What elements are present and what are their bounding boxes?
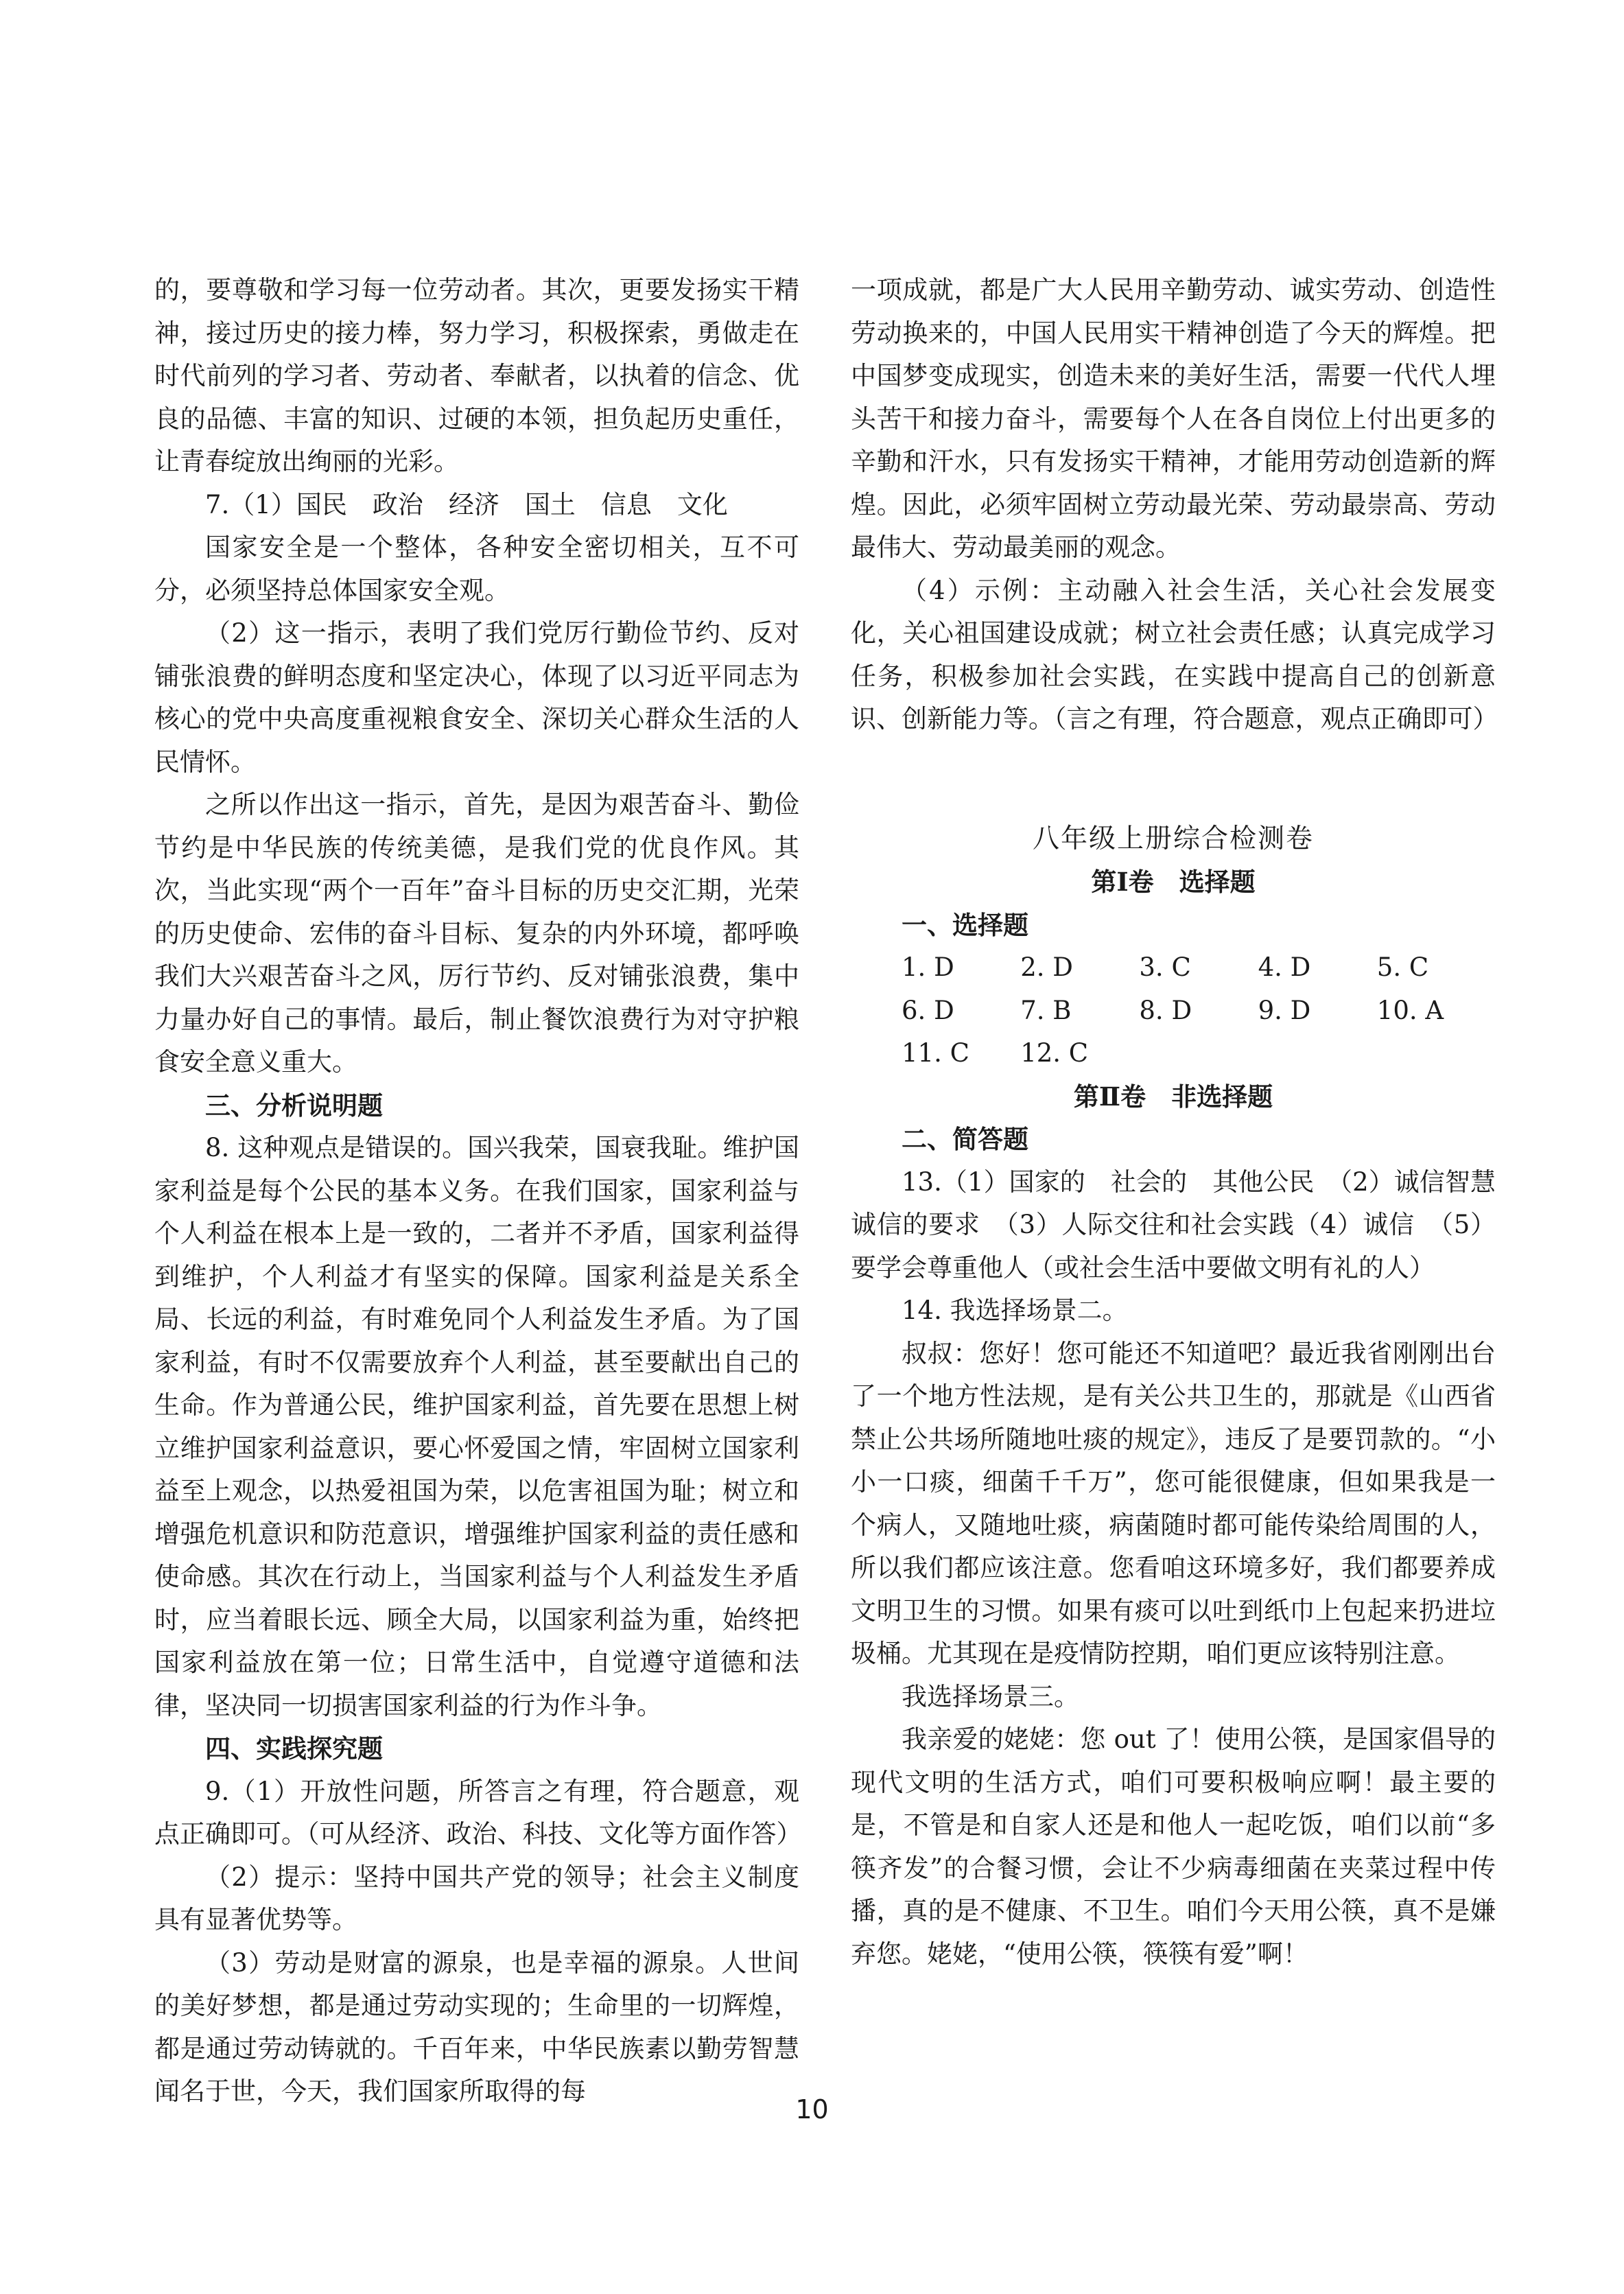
answer-item: 8. D	[1139, 995, 1192, 1025]
left-column	[154, 269, 802, 2114]
left-paragraph: 三、分析说明题	[205, 1090, 383, 1121]
exam-title: 八年级上册综合检测卷	[1032, 823, 1314, 854]
answer-item: 5. C	[1376, 952, 1429, 982]
answer-item: 12. C	[1020, 1038, 1089, 1068]
left-paragraph: 四、实践探究题	[205, 1733, 383, 1764]
right-column	[851, 269, 1521, 1976]
right-bottom-paragraph: 14. 我选择场景二。	[902, 1296, 1128, 1325]
right-top-paragraph: 一项成就，都是广大人民用辛勤劳动、诚实劳动、创造性劳动换来的，中国人民用实干精神创造了今天的辉煌。把中国梦变成现实，创造未来的美好生活，需要一代代人埋头苦干和接力奋斗，需要每个人在各自岗位上付出更多的辛勤和汗水，只有发扬实干精神，才能用劳动创造新的辉煌。因此，必须牢固树立劳动最光荣、劳动最崇高、劳动最伟大、劳动最美丽的观念。	[851, 275, 1496, 562]
part1-heading: 第Ⅰ卷 选择题	[1091, 867, 1256, 897]
right-bottom-paragraph: 我亲爱的姥姥：您 out 了！使用公筷，是国家倡导的现代文明的生活方式，咱们可要积极响应啊！最主要的是，不管是和自家人还是和他人一起吃饭，咱们以前“多筷齐发”的合餐习惯，会让不少病毒细菌在夹菜过程中传播，真的是不健康、不卫生。咱们今天用公筷，真不是嫌弃您。姥姥，“使用公筷，筷筷有爱”啊！	[851, 1724, 1496, 1969]
answer-item: 11. C	[902, 1038, 969, 1068]
answer-item: 10. A	[1376, 995, 1444, 1025]
right-top-text	[851, 269, 1496, 741]
left-paragraph: 8. 这种观点是错误的。国兴我荣，国衰我耻。维护国家利益是每个公民的基本义务。在我们国家，国家利益与个人利益在根本上是一致的，二者并不矛盾，国家利益得到维护，个人利益才有坚实的保障。国家利益是关系全局、长远的利益，有时难免同个人利益发生矛盾。为了国家利益，有时不仅需要放弃个人利益，甚至要献出自己的生命。作为普通公民，维护国家利益，首先要在思想上树立维护国家利益意识，要心怀爱国之情，牢固树立国家利益至上观念，以热爱祖国为荣，以危害祖国为耻；树立和增强危机意识和防范意识，增强维护国家利益的责任感和使命感。其次在行动上，当国家利益与个人利益发生矛盾时，应当着眼长远、顾全大局，以国家利益为重，始终把国家利益放在第一位；日常生活中，自觉遵守道德和法律，坚决同一切损害国家利益的行为作斗争。	[154, 1133, 799, 1720]
left-paragraph: 国家安全是一个整体，各种安全密切相关，互不可分，必须坚持总体国家安全观。	[154, 532, 799, 605]
answer-item: 1. D	[902, 952, 954, 982]
answer-item: 9. D	[1258, 995, 1311, 1025]
answer-item: 2. D	[1020, 952, 1073, 982]
left-paragraph: （3）劳动是财富的源泉，也是幸福的源泉。人世间的美好梦想，都是通过劳动实现的；生命里的一切辉煌，都是通过劳动铸就的。千百年来，中华民族素以勤劳智慧闻名于世，今天，我们国家所取得的每	[154, 1947, 799, 2106]
part2-heading: 第Ⅱ卷 非选择题	[1073, 1081, 1273, 1112]
left-paragraph: 的，要尊敬和学习每一位劳动者。其次，更要发扬实干精神，接过历史的接力棒，努力学习，积极探索，勇做走在时代前列的学习者、劳动者、奉献者，以执着的信念、优良的品德、丰富的知识、过硬的本领，担负起历史重任，让青春绽放出绚丽的光彩。	[154, 275, 799, 476]
right-bottom-paragraph: 13.（1）国家的 社会的 其他公民 （2）诚信智慧 诚信的要求 （3）人际交往和社会实践（4）诚信 （5）要学会尊重他人（或社会生活中要做文明有礼的人）	[851, 1167, 1521, 1283]
left-paragraph: 9.（1）开放性问题，所答言之有理，符合题意，观点正确即可。（可从经济、政治、科技、文化等方面作答）	[154, 1776, 802, 1849]
left-paragraph: （2）这一指示，表明了我们党厉行勤俭节约、反对铺张浪费的鲜明态度和坚定决心，体现了以习近平同志为核心的党中央高度重视粮食安全、深切关心群众生活的人民情怀。	[154, 618, 799, 777]
right-bottom-text	[851, 1161, 1521, 1976]
answer-item: 6. D	[902, 995, 954, 1025]
right-bottom-paragraph: 叔叔：您好！您可能还不知道吧？最近我省刚刚出台了一个地方性法规，是有关公共卫生的，那就是《山西省禁止公共场所随地吐痰的规定》，违反了是要罚款的。“小小一口痰，细菌千千万”，您可能很健康，但如果我是一个病人，又随地吐痰，病菌随时都可能传染给周围的人，所以我们都应该注意。您看咱这环境多好，我们都要养成文明卫生的习惯。如果有痰可以吐到纸巾上包起来扔进垃圾桶。尤其现在是疫情防控期，咱们更应该特别注意。	[851, 1338, 1496, 1668]
right-bottom-paragraph: 我选择场景三。	[902, 1681, 1079, 1711]
page-number: 10	[795, 2094, 829, 2125]
section1-heading: 一、选择题	[902, 909, 1028, 940]
answer-item: 7. B	[1020, 995, 1072, 1025]
answer-item: 4. D	[1258, 952, 1311, 982]
left-paragraph: （2）提示：坚持中国共产党的领导；社会主义制度具有显著优势等。	[154, 1862, 799, 1934]
left-paragraph: 7.（1）国民 政治 经济 国土 信息 文化	[205, 489, 728, 519]
right-top-paragraph: （4）示例：主动融入社会生活，关心社会发展变化，关心祖国建设成就；树立社会责任感；认真完成学习任务，积极参加社会实践，在实践中提高自己的创新意识、创新能力等。（言之有理，符合题意，观点正确即可）	[851, 575, 1498, 734]
answer-item: 3. C	[1139, 952, 1191, 982]
left-paragraph: 之所以作出这一指示，首先，是因为艰苦奋斗、勤俭节约是中华民族的传统美德，是我们党的优良作风。其次，当此实现“两个一百年”奋斗目标的历史交汇期，光荣的历史使命、宏伟的奋斗目标、复杂的内外环境，都呼唤我们大兴艰苦奋斗之风，厉行节约、反对铺张浪费，集中力量办好自己的事情。最后，制止餐饮浪费行为对守护粮食安全意义重大。	[154, 790, 799, 1077]
answer-grid	[851, 946, 1496, 1075]
section2-heading: 二、简答题	[902, 1124, 1028, 1154]
